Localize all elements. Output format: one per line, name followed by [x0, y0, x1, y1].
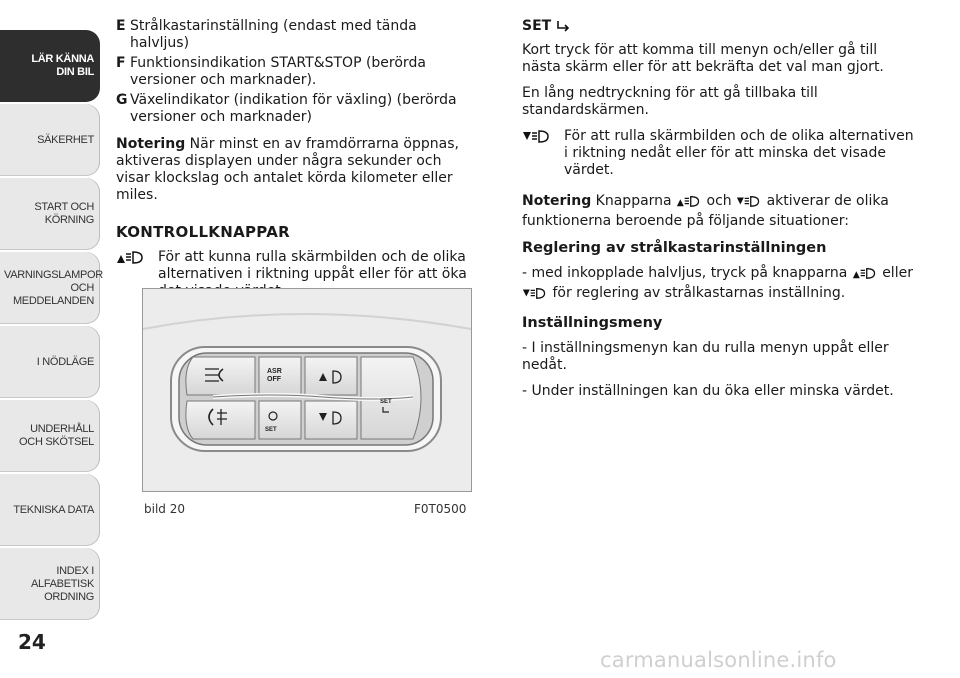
headlight-up-icon: [676, 194, 702, 213]
tab-underhall-och-skotsel[interactable]: UNDERHÅLL OCH SKÖTSEL: [0, 400, 100, 472]
left-column: [116, 18, 476, 308]
svg-text:OFF: OFF: [267, 376, 281, 383]
headlight-up-icon: [852, 266, 878, 285]
figure-code: F0T0500: [414, 502, 467, 516]
svg-text:SET: SET: [380, 399, 392, 405]
down-button-description: För att rulla skärmbilden och de olika alternativen i riktning nedåt eller för att minska det visade värdet.: [522, 128, 917, 179]
page-number: 24: [18, 630, 46, 654]
subheading-headlight-adjust: Reglering av strålkastarinställningen: [522, 240, 827, 256]
headlight-down-icon: [522, 128, 564, 179]
tab-lar-kanna-din-bil[interactable]: LÄR KÄNNA DIN BIL: [0, 30, 100, 102]
tab-i-nodlage[interactable]: I NÖDLÄGE: [0, 326, 100, 398]
figure-caption: bild 20: [144, 502, 185, 516]
control-buttons-figure: [142, 288, 472, 492]
tab-start-och-korning[interactable]: START OCH KÖRNING: [0, 178, 100, 250]
note-paragraph-right: Notering Knapparna och aktiverar de olika funktionerna beroende på följande situationer:: [522, 193, 889, 229]
headlight-down-icon: [736, 194, 762, 213]
section-heading: KONTROLLKNAPPAR: [116, 223, 290, 241]
tab-tekniska-data[interactable]: TEKNISKA DATA: [0, 474, 100, 546]
up-button-description: För att kunna rulla skärmbilden och de olika alternativen i riktning uppåt eller för att öka: [116, 249, 476, 300]
svg-text:SET: SET: [265, 427, 277, 433]
note-paragraph: Notering När minst en av framdörrarna öppnas, aktiveras displayen under några sekunder och visar klockslag och antalet körda kilometer eller miles.: [116, 136, 459, 203]
right-column: [522, 18, 917, 409]
watermark: carmanualsonline.info: [600, 648, 837, 672]
set-return-icon: [556, 19, 570, 38]
tab-varningslampor[interactable]: VARNINGSLAMPOR OCH MEDDELANDEN: [0, 252, 100, 324]
settings-menu-paragraph-1: - I inställningsmenyn kan du rulla menyn uppåt eller nedåt.: [522, 340, 889, 373]
set-paragraph-2: En lång nedtryckning för att gå tillbaka till standardskärmen.: [522, 85, 818, 118]
list-item-g: G Växelindikator (indikation för växling) (berörda versioner och marknader): [116, 92, 457, 125]
set-paragraph-1: Kort tryck för att komma till menyn och/eller gå till nästa skärm eller för att bekräfta det val man gjort.: [522, 42, 884, 75]
list-item-f: F Funktionsindikation START&STOP (berörda versioner och marknader).: [116, 55, 426, 88]
list-item-e: E Strålkastarinställning (endast med tända halvljus): [116, 18, 417, 51]
subheading-settings-menu: Inställningsmeny: [522, 315, 663, 331]
headlight-adjust-paragraph: - med inkopplade halvljus, tryck på knapparna eller för reglering av strålkastarnas inställning.: [522, 265, 917, 305]
settings-menu-paragraph-2: - Under inställningen kan du öka eller minska värdet.: [522, 383, 894, 399]
svg-text:ASR: ASR: [267, 368, 282, 375]
set-heading: SET: [522, 18, 917, 38]
tab-sakerhet[interactable]: SÄKERHET: [0, 104, 100, 176]
chapter-sidebar: [0, 0, 103, 678]
headlight-down-icon: [522, 286, 548, 305]
tab-index[interactable]: INDEX I ALFABETISK ORDNING: [0, 548, 100, 620]
